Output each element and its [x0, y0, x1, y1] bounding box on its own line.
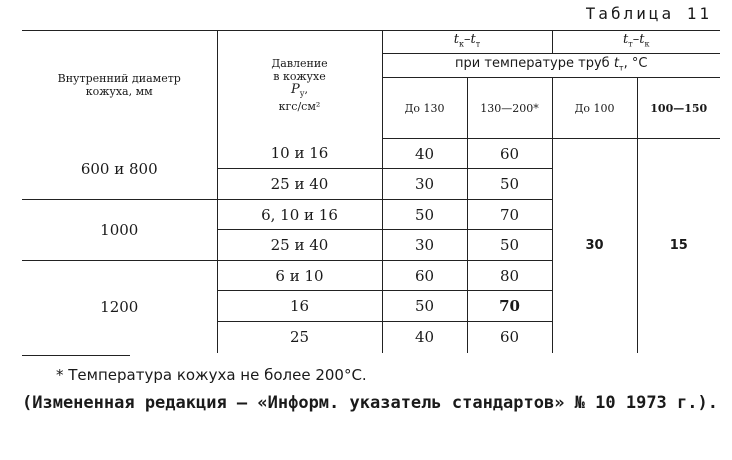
cell-pressure: 16	[217, 291, 382, 322]
header-sub-4: 100—150	[637, 78, 720, 139]
cell-value: 60	[467, 322, 552, 353]
cell-value: 60	[382, 261, 467, 291]
cell-value: 60	[467, 139, 552, 169]
cell-value: 80	[467, 261, 552, 291]
cell-pressure: 25 и 40	[217, 169, 382, 200]
cell-merged-value: 15	[669, 238, 688, 254]
header-pressure: Давление в кожухе $P_у$, кгс/см²	[217, 31, 382, 139]
cell-value: 70	[467, 291, 552, 322]
header-sub-1: До 130	[382, 78, 467, 139]
footnote-divider	[22, 355, 130, 356]
header-sub-2: 130—200*	[467, 78, 552, 139]
cell-value: 50	[467, 230, 552, 261]
table-caption: Таблица 11	[585, 4, 712, 23]
header-temperature: при температуре труб $t_т$, °С	[382, 54, 720, 78]
cell-diameter: 600 и 800	[22, 139, 217, 200]
header-group-tk-tt: $t_к-t_т$	[382, 31, 552, 54]
cell-value: 40	[382, 322, 467, 353]
footnote: * Температура кожуха не более 200°С.	[56, 366, 367, 384]
edition-note: (Измененная редакция — «Информ. указатель стандартов» № 10 1973 г.).	[22, 393, 718, 413]
cell-value: 30	[382, 230, 467, 261]
cell-value: 50	[382, 200, 467, 230]
cell-pressure: 25 и 40	[217, 230, 382, 261]
cell-pressure: 6, 10 и 16	[217, 200, 382, 230]
cell-merged-value: 30	[552, 139, 637, 353]
cell-diameter: 1200	[22, 261, 217, 353]
cell-value: 40	[382, 139, 467, 169]
cell-value: 50	[467, 169, 552, 200]
header-sub-3: До 100	[552, 78, 637, 139]
cell-pressure: 10 и 16	[217, 139, 382, 169]
header-diameter: Внутренний диаметр кожуха, мм	[22, 31, 217, 139]
cell-value: 50	[382, 291, 467, 322]
cell-diameter: 1000	[22, 200, 217, 261]
cell-pressure: 25	[217, 322, 382, 353]
data-table	[22, 30, 720, 353]
cell-value: 70	[467, 200, 552, 230]
cell-pressure: 6 и 10	[217, 261, 382, 291]
header-group-tt-tk: $t_т-t_к$	[552, 31, 720, 54]
cell-value: 30	[382, 169, 467, 200]
